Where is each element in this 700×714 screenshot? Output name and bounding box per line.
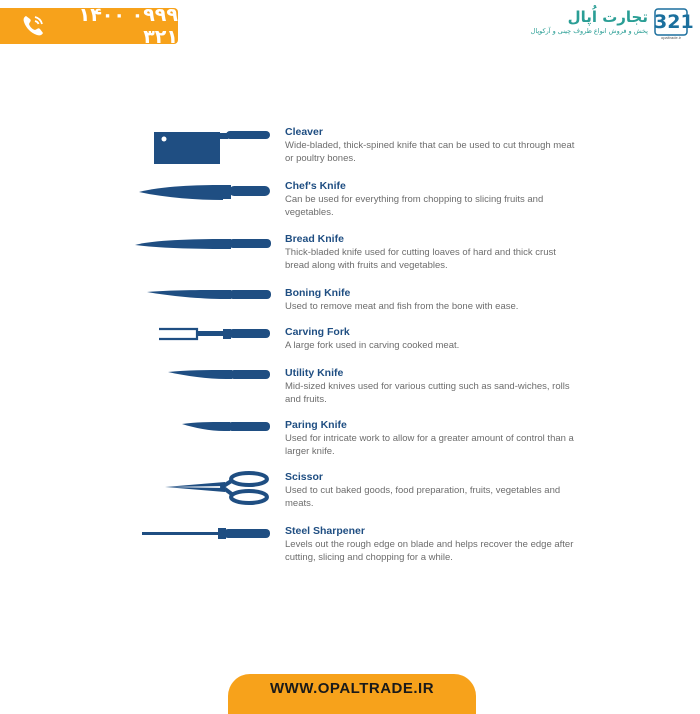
utility-knife-icon (166, 367, 272, 383)
tool-description-block (285, 419, 575, 458)
tool-description: Can be used for everything from chopping to slicing fruits and vegetables. (285, 194, 544, 218)
tool-description-block (285, 233, 575, 272)
logo-tagline: پخش و فروش انواع ظروف چینی و آرکوپال (530, 27, 648, 35)
carving-fork-icon (157, 326, 272, 342)
boning-knife-icon (145, 287, 273, 303)
tool-name: Steel Sharpener (285, 525, 365, 537)
steel-sharpener-icon (140, 526, 272, 542)
tool-description: Used for intricate work to allow for a greater amount of control than a larger knife. (285, 433, 574, 457)
website-banner[interactable] (228, 674, 476, 714)
bread-knife-icon (133, 235, 273, 253)
logo-mark-sub: opaltrade.ir (660, 35, 681, 40)
tool-name: Utility Knife (285, 367, 344, 379)
scissor-icon (163, 471, 273, 507)
tool-description-block (285, 126, 575, 165)
tool-description: Thick-bladed knife used for cutting loaves of hard and thick crust bread along with fruits and vegetables. (285, 247, 556, 271)
tool-description-block (285, 287, 575, 313)
tool-description-block (285, 367, 575, 406)
tool-description-block (285, 326, 575, 352)
tool-name: Cleaver (285, 126, 323, 138)
chefs-knife-icon (137, 182, 272, 204)
phone-number[interactable]: ۰۹۹۹ ۱۴۰۰ ۳۲۱ (78, 4, 178, 48)
tool-description: Mid-sized knives used for various cutting such as sand-wiches, rolls and fruits. (285, 381, 570, 405)
tool-description: Used to remove meat and fish from the bone with ease. (285, 301, 519, 312)
tool-name: Carving Fork (285, 326, 350, 338)
tool-name: Chef's Knife (285, 180, 346, 192)
paring-knife-icon (180, 419, 272, 435)
tool-description-block (285, 471, 575, 510)
logo-name: تجارت اُپال (567, 8, 648, 26)
tool-name: Scissor (285, 471, 323, 483)
tool-name: Paring Knife (285, 419, 347, 431)
logo-mark-text: 321 (654, 11, 694, 33)
tool-description: Wide-bladed, thick-spined knife that can be used to cut through meat or poultry bones. (285, 140, 575, 164)
website-url[interactable]: WWW.OPALTRADE.IR (269, 680, 435, 697)
tool-description: A large fork used in carving cooked meat. (285, 340, 460, 351)
cleaver-icon (152, 128, 272, 166)
tool-name: Bread Knife (285, 233, 344, 245)
tool-description-block (285, 180, 575, 219)
tool-name: Boning Knife (285, 287, 351, 299)
tool-description-block (285, 525, 575, 564)
tool-description: Used to cut baked goods, food preparation, fruits, vegetables and meats. (285, 485, 561, 509)
tool-description: Levels out the rough edge on blade and helps recover the edge after cutting, slicing and chopping for a while. (285, 539, 574, 563)
